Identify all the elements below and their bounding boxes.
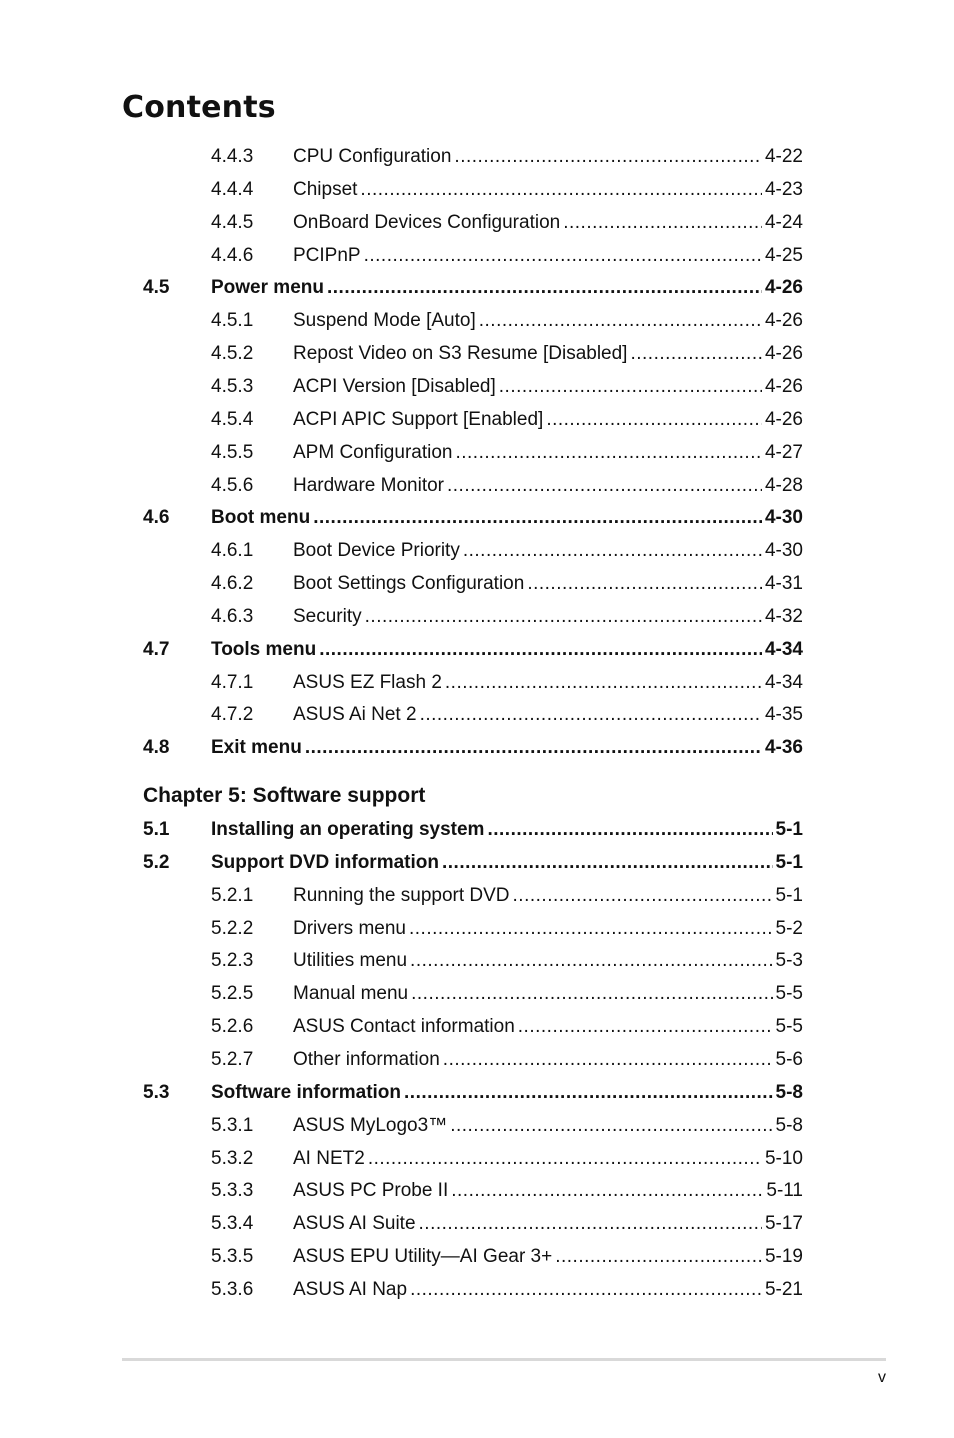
entry-line (293, 175, 803, 205)
toc-section-entry[interactable] (0, 273, 954, 303)
toc-section-entry[interactable] (0, 635, 954, 665)
entry-title: Drivers menu (293, 917, 406, 939)
entry-number: 5.3.4 (211, 1213, 254, 1235)
toc-subsection-entry[interactable] (0, 372, 954, 402)
entry-title: ASUS AI Suite (293, 1213, 416, 1235)
entry-line (293, 979, 803, 1009)
entry-title: Boot Device Priority (293, 540, 460, 562)
toc-subsection-entry[interactable] (0, 946, 954, 976)
entry-number: 4.5.1 (211, 310, 254, 332)
toc-section-entry[interactable] (0, 503, 954, 533)
entry-title: ASUS MyLogo3™ (293, 1114, 448, 1136)
toc-subsection-entry[interactable] (0, 1275, 954, 1305)
entry-line (293, 536, 803, 566)
entry-title: Tools menu (211, 638, 317, 660)
entry-line (293, 700, 803, 730)
entry-line (293, 438, 803, 468)
entry-line (293, 569, 803, 599)
toc-subsection-entry[interactable] (0, 536, 954, 566)
entry-title: CPU Configuration (293, 146, 452, 167)
entry-title: Other information (293, 1048, 440, 1070)
dot-leader (563, 208, 762, 238)
entry-title: Repost Video on S3 Resume [Disabled] (293, 343, 628, 365)
toc-subsection-entry[interactable] (0, 914, 954, 944)
dot-leader (513, 881, 773, 911)
dot-leader (630, 339, 762, 369)
toc-subsection-entry[interactable] (0, 1111, 954, 1141)
entry-number: 5.2.6 (211, 1016, 254, 1038)
entry-page: 5-19 (764, 1246, 803, 1268)
entry-title: ASUS PC Probe II (293, 1180, 449, 1202)
entry-title: Software information (211, 1081, 402, 1103)
entry-page: 4-22 (764, 146, 803, 167)
entry-line (293, 208, 803, 238)
entry-line (293, 306, 803, 336)
entry-page: 5-2 (775, 917, 803, 939)
entry-number: 5.2.7 (211, 1048, 254, 1070)
toc-subsection-entry[interactable] (0, 602, 954, 632)
entry-line (293, 241, 803, 271)
entry-title: Boot Settings Configuration (293, 573, 525, 595)
entry-title: ASUS AI Nap (293, 1278, 408, 1300)
entry-page: 4-27 (764, 441, 803, 463)
dot-leader (410, 946, 772, 976)
dot-leader (451, 1176, 763, 1206)
entry-page: 4-35 (764, 704, 803, 726)
entry-number: 5.2.3 (211, 950, 254, 972)
entry-line (211, 635, 803, 665)
dot-leader (368, 1144, 762, 1174)
toc-subsection-entry[interactable] (0, 668, 954, 698)
entry-line (293, 339, 803, 369)
entry-title: ACPI APIC Support [Enabled] (293, 408, 544, 430)
dot-leader (305, 733, 762, 763)
entry-line (293, 1209, 803, 1239)
dot-leader (420, 700, 762, 730)
entry-line (293, 1012, 803, 1042)
entry-page: 4-32 (764, 605, 803, 627)
entry-page: 5-8 (775, 1081, 803, 1103)
entry-line (293, 1144, 803, 1174)
dot-leader (364, 241, 762, 271)
entry-title: Power menu (211, 277, 324, 299)
entry-title: Manual menu (293, 983, 409, 1005)
entry-number: 4.4.5 (211, 211, 254, 233)
dot-leader (404, 1078, 773, 1108)
dot-leader (327, 273, 762, 303)
entry-number: 4.4.3 (211, 146, 254, 167)
dot-leader (479, 306, 762, 336)
entry-number: 5.2.5 (211, 983, 254, 1005)
entry-page: 4-34 (764, 671, 803, 693)
entry-title: ASUS Ai Net 2 (293, 704, 417, 726)
dot-leader (313, 503, 762, 533)
entry-number: 5.1 (143, 819, 170, 840)
dot-leader (442, 848, 773, 878)
entry-page: 5-5 (775, 983, 803, 1005)
entry-number: 5.3 (143, 1081, 170, 1103)
entry-page: 4-25 (764, 244, 803, 266)
entry-line (293, 1242, 803, 1272)
entry-number: 4.7 (143, 638, 170, 660)
toc-subsection-entry[interactable] (0, 241, 954, 271)
entry-page: 5-10 (764, 1147, 803, 1169)
toc-subsection-entry[interactable] (0, 881, 954, 911)
entry-page: 4-26 (764, 375, 803, 397)
entry-title: Support DVD information (211, 851, 439, 873)
toc-subsection-entry[interactable] (0, 569, 954, 599)
toc-subsection-entry[interactable] (0, 471, 954, 501)
entry-number: 5.3.2 (211, 1147, 254, 1169)
entry-title: ASUS EZ Flash 2 (293, 671, 442, 693)
entry-title: Running the support DVD (293, 884, 510, 906)
entry-page: 4-30 (764, 540, 803, 562)
toc-subsection-entry[interactable] (0, 979, 954, 1009)
toc-subsection-entry[interactable] (0, 1242, 954, 1272)
entry-page: 4-36 (764, 737, 803, 759)
entry-title: Exit menu (211, 737, 302, 759)
dot-leader (447, 471, 762, 501)
dot-leader (443, 1045, 773, 1075)
entry-number: 4.8 (143, 737, 170, 759)
entry-number: 4.4.4 (211, 178, 254, 200)
entry-number: 4.5.5 (211, 441, 254, 463)
entry-title: APM Configuration (293, 441, 453, 463)
dot-leader (555, 1242, 762, 1272)
entry-line (293, 914, 803, 944)
entry-page: 4-30 (764, 507, 803, 529)
toc-section-entry[interactable] (0, 1078, 954, 1108)
entry-page: 5-6 (775, 1048, 803, 1070)
toc-subsection-entry[interactable] (0, 1209, 954, 1239)
entry-number: 5.3.3 (211, 1180, 254, 1202)
entry-page: 5-1 (775, 851, 803, 873)
entry-line (293, 405, 803, 435)
chapter-heading: Chapter 5: Software support (143, 784, 426, 807)
dot-leader (455, 438, 762, 468)
entry-number: 4.7.2 (211, 704, 254, 726)
entry-page: 5-17 (764, 1213, 803, 1235)
entry-page: 4-26 (764, 408, 803, 430)
entry-page: 5-21 (764, 1278, 803, 1300)
entry-page: 4-26 (764, 277, 803, 299)
entry-number: 4.4.6 (211, 244, 254, 266)
entry-number: 4.5.4 (211, 408, 254, 430)
entry-page: 4-34 (764, 638, 803, 660)
entry-line (293, 1275, 803, 1305)
entry-line (293, 946, 803, 976)
dot-leader (360, 175, 762, 205)
entry-page: 4-28 (764, 474, 803, 496)
entry-line (293, 142, 803, 172)
entry-number: 5.2.2 (211, 917, 254, 939)
toc-subsection-entry[interactable] (0, 700, 954, 730)
toc-subsection-entry[interactable] (0, 142, 954, 172)
entry-number: 4.6.1 (211, 540, 254, 562)
entry-page: 4-24 (764, 211, 803, 233)
entry-title: ASUS EPU Utility—AI Gear 3+ (293, 1246, 553, 1268)
toc-subsection-entry[interactable] (0, 175, 954, 205)
dot-leader (454, 142, 762, 172)
page-number: v (878, 1369, 886, 1386)
entry-page: 5-5 (775, 1016, 803, 1038)
entry-title: Installing an operating system (211, 819, 485, 840)
entry-line (211, 848, 803, 878)
dot-leader (409, 914, 773, 944)
entry-page: 4-31 (764, 573, 803, 595)
entry-line (211, 503, 803, 533)
entry-title: ACPI Version [Disabled] (293, 375, 496, 397)
toc-subsection-entry[interactable] (0, 405, 954, 435)
entry-title: ASUS Contact information (293, 1016, 515, 1038)
entry-title: Hardware Monitor (293, 474, 444, 496)
entry-page: 4-26 (764, 343, 803, 365)
entry-number: 4.5.2 (211, 343, 254, 365)
entry-title: AI NET2 (293, 1147, 365, 1169)
dot-leader (365, 602, 762, 632)
toc-subsection-entry[interactable] (0, 1012, 954, 1042)
entry-number: 5.3.6 (211, 1278, 254, 1300)
entry-number: 5.2 (143, 851, 170, 873)
dot-leader (499, 372, 762, 402)
dot-leader (546, 405, 762, 435)
entry-line (211, 815, 803, 845)
entry-line (293, 1111, 803, 1141)
entry-title: PCIPnP (293, 244, 361, 266)
dot-leader (445, 668, 762, 698)
toc-section-entry[interactable] (0, 848, 954, 878)
toc-subsection-entry[interactable] (0, 1045, 954, 1075)
entry-page: 5-1 (775, 884, 803, 906)
toc-subsection-entry[interactable] (0, 306, 954, 336)
dot-leader (411, 979, 772, 1009)
dot-leader (518, 1012, 773, 1042)
entry-line (293, 602, 803, 632)
entry-page: 4-26 (764, 310, 803, 332)
entry-line (293, 1045, 803, 1075)
entry-number: 4.6.3 (211, 605, 254, 627)
entry-number: 5.2.1 (211, 884, 254, 906)
toc-subsection-entry[interactable] (0, 1176, 954, 1206)
entry-line (293, 881, 803, 911)
entry-line (211, 733, 803, 763)
entry-line (293, 1176, 803, 1206)
entry-title: Utilities menu (293, 950, 408, 972)
toc-subsection-entry[interactable] (0, 438, 954, 468)
entry-title: Security (293, 605, 362, 627)
dot-leader (419, 1209, 762, 1239)
toc-subsection-entry[interactable] (0, 1144, 954, 1174)
entry-number: 4.6 (143, 507, 170, 529)
entry-page: 4-23 (764, 178, 803, 200)
entry-page: 5-1 (775, 819, 803, 840)
footer-divider (122, 1358, 886, 1361)
dot-leader (410, 1275, 762, 1305)
entry-number: 4.7.1 (211, 671, 254, 693)
entry-number: 4.5.3 (211, 375, 254, 397)
entry-page: 5-3 (775, 950, 803, 972)
entry-line (293, 372, 803, 402)
toc-section-entry[interactable] (0, 815, 954, 845)
dot-leader (463, 536, 762, 566)
entry-number: 5.3.1 (211, 1114, 254, 1136)
entry-number: 4.5.6 (211, 474, 254, 496)
entry-line (211, 273, 803, 303)
entry-title: Suspend Mode [Auto] (293, 310, 476, 332)
entry-title: Boot menu (211, 507, 311, 529)
entry-number: 4.5 (143, 277, 170, 299)
page-title: Contents (122, 90, 276, 125)
entry-title: Chipset (293, 178, 358, 200)
entry-line (293, 471, 803, 501)
entry-page: 5-11 (766, 1180, 803, 1202)
dot-leader (527, 569, 762, 599)
entry-line (211, 1078, 803, 1108)
entry-line (293, 668, 803, 698)
entry-page: 5-8 (775, 1114, 803, 1136)
dot-leader (450, 1111, 772, 1141)
dot-leader (487, 815, 772, 845)
entry-number: 5.3.5 (211, 1246, 254, 1268)
toc-subsection-entry[interactable] (0, 339, 954, 369)
entry-number: 4.6.2 (211, 573, 254, 595)
entry-title: OnBoard Devices Configuration (293, 211, 561, 233)
toc-subsection-entry[interactable] (0, 208, 954, 238)
toc-section-entry[interactable] (0, 733, 954, 763)
dot-leader (319, 635, 762, 665)
